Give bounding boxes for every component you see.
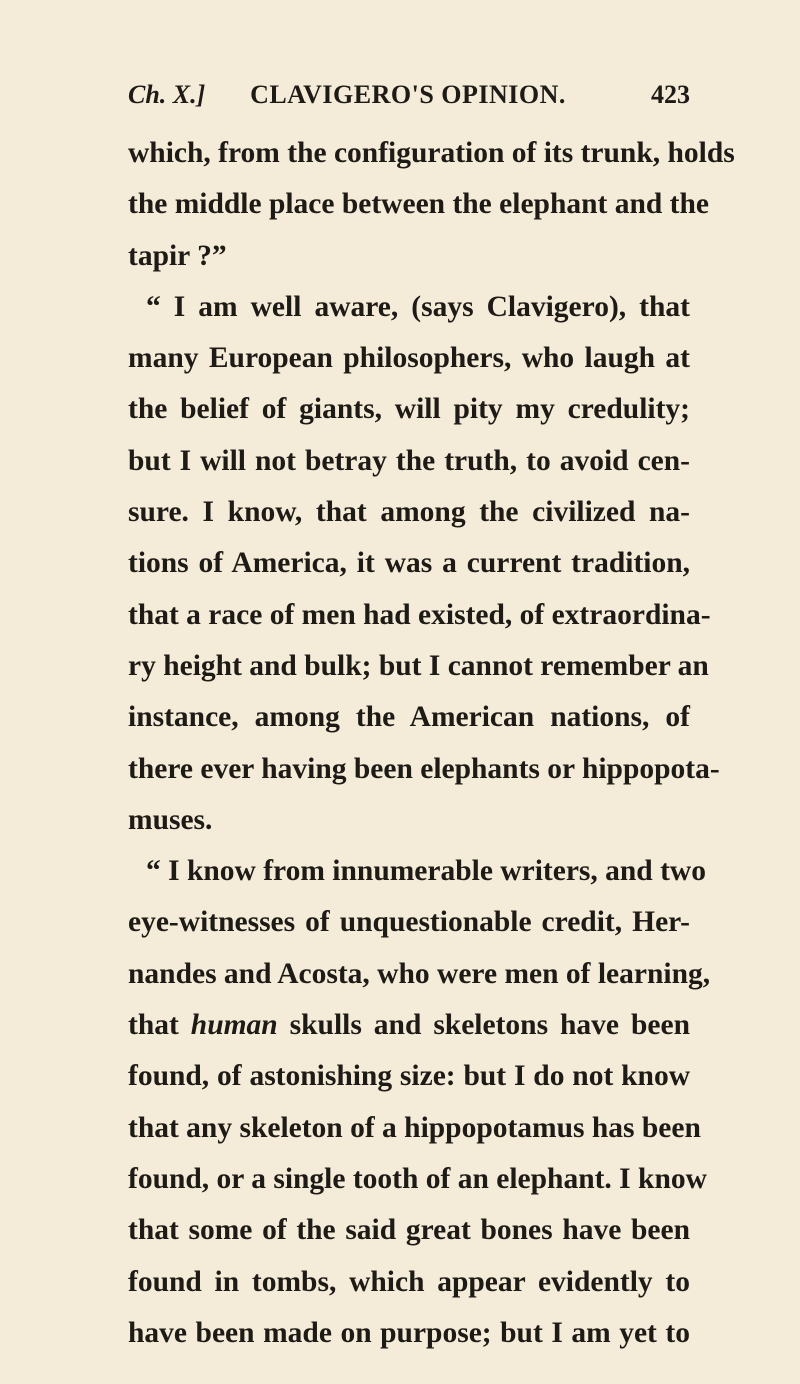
text-line: ry height and bulk; but I cannot remember an	[128, 649, 709, 682]
text-line: found, of astonishing size: but I do not know	[128, 1060, 690, 1093]
text-line: sure. I know, that among the civilized na-	[128, 496, 690, 529]
text-line: the belief of giants, will pity my credulity;	[128, 393, 690, 426]
chapter-reference: Ch. X.]	[128, 80, 206, 109]
text-line: found in tombs, which appear evidently to	[128, 1265, 690, 1298]
text-line: which, from the configuration of its trunk, holds	[128, 137, 735, 169]
text-fragment: skulls and skeletons have been	[277, 1009, 690, 1042]
running-header	[128, 80, 690, 120]
text-fragment: that	[128, 1009, 191, 1042]
text-line: eye-witnesses of unquestionable credit, Her-	[128, 906, 690, 939]
text-line: the middle place between the elephant and the	[128, 188, 709, 221]
text-line: tapir ?”	[128, 239, 227, 272]
text-line: muses.	[128, 803, 213, 836]
text-line: that a race of men had existed, of extraordina-	[128, 598, 711, 631]
text-line: that any skeleton of a hippopotamus has been	[128, 1111, 701, 1144]
text-line	[128, 1000, 690, 1051]
text-line: there ever having been elephants or hippopota-	[128, 752, 720, 785]
text-line: that some of the said great bones have been	[128, 1214, 690, 1247]
text-line: nandes and Acosta, who were men of learning,	[128, 957, 711, 990]
page-number: 423	[651, 80, 690, 109]
text-line: “ I am well aware, (says Clavigero), that	[146, 290, 690, 323]
text-line: instance, among the American nations, of	[128, 701, 690, 734]
text-line: tions of America, it was a current tradition,	[128, 547, 690, 580]
text-line: many European philosophers, who laugh at	[128, 342, 690, 375]
text-line: have been made on purpose; but I am yet to	[128, 1316, 690, 1349]
body-text	[128, 128, 735, 1359]
text-line: but I will not betray the truth, to avoid cen-	[128, 444, 690, 477]
italic-word: human	[190, 1009, 278, 1042]
page-title: CLAVIGERO'S OPINION.	[250, 80, 566, 109]
text-line: found, or a single tooth of an elephant. I know	[128, 1162, 707, 1195]
text-line: “ I know from innumerable writers, and two	[146, 855, 706, 888]
